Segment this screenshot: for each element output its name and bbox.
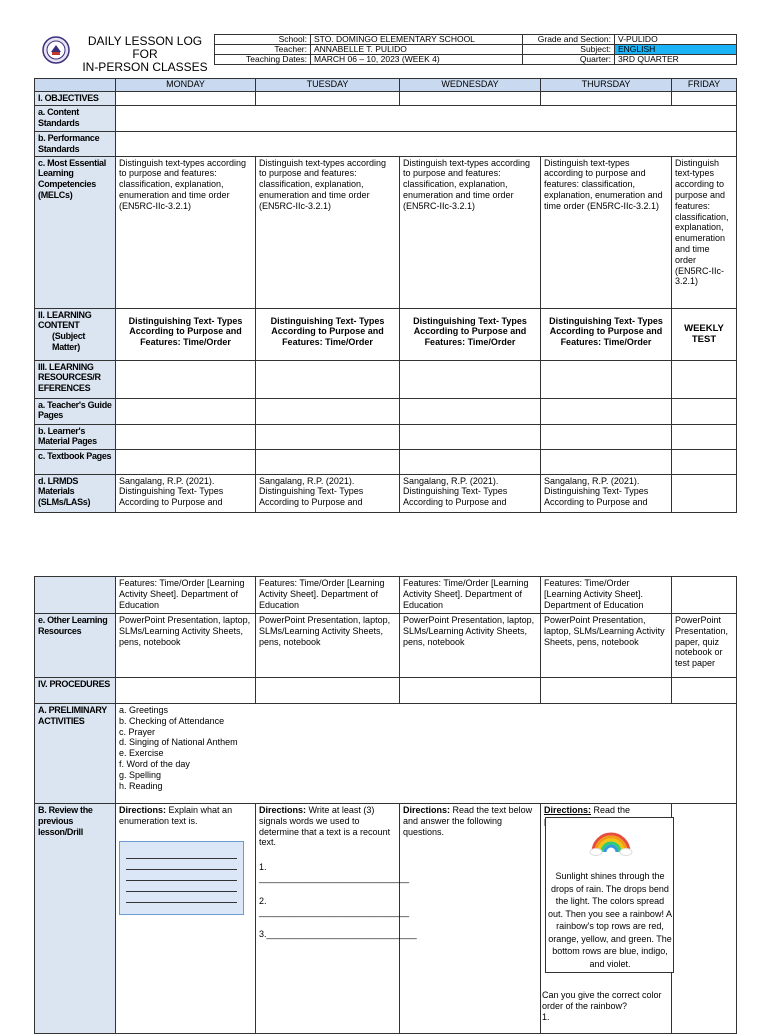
melc-tuesday: Distinguish text-types according to purpose and features: classification, explanation, enumeration and time order (EN5RC-IIc-3.2.1) [256,156,400,308]
answer-line [126,848,237,859]
teacher-value: ANNABELLE T. PULIDO [311,45,523,55]
day-header-wednesday: WEDNESDAY [400,79,541,92]
row-learners-material: b. Learner's Material Pages [35,424,116,449]
review-thursday-text: Read the [593,805,631,815]
row-procedures: IV. PROCEDURES [35,678,116,704]
answer-line [126,881,237,892]
preliminary-item: f. Word of the day [119,758,190,769]
day-header-friday: FRIDAY [672,79,737,92]
topic-monday: Distinguishing Text- Types According to Purpose and Features: Time/Order [116,308,256,360]
row-other-resources: e. Other Learning Resources [35,614,116,678]
rainbow-passage: Sunlight shines through the drops of rain. The drops bend the light. The colors spread out. Then you see a rainbow! A rainbow's top rows are red, orange, yellow, and green. The bottom rows are blue, indigo, and violet. [548,871,672,969]
preliminary-item: a. Greetings [119,705,169,715]
answer-line [126,859,237,870]
lrmds-tuesday: Sangalang, R.P. (2021). Distinguishing Text- Types According to Purpose and [256,474,400,512]
topic-thursday: Distinguishing Text- Types According to Purpose and Features: Time/Order [541,308,672,360]
dates-value: MARCH 06 – 10, 2023 (WEEK 4) [311,55,523,65]
quarter-label: Quarter: [523,55,615,65]
header-info-table [214,34,737,65]
row-learning-resources: III. LEARNING RESOURCES/R EFERENCES [35,360,116,398]
row-lrmds: d. LRMDS Materials (SLMs/LASs) [35,474,116,512]
school-value: STO. DOMINGO ELEMENTARY SCHOOL [311,35,523,45]
preliminary-item: h. Reading [119,780,163,791]
other-res-monday: PowerPoint Presentation, laptop, SLMs/Learning Activity Sheets, pens, notebook [116,614,256,678]
other-res-friday: PowerPoint Presentation, paper, quiz notebook or test paper [672,614,737,678]
directions-label: Directions: [403,805,451,815]
row-content-standards: a. Content Standards [35,106,116,132]
answer-box [119,841,244,915]
topic-tuesday: Distinguishing Text- Types According to Purpose and Features: Time/Order [256,308,400,360]
row-melcs: c. Most Essential Learning Competencies (MELCs) [35,156,116,308]
deped-seal-logo [42,36,70,64]
preliminary-item: c. Prayer [119,726,156,737]
dates-label: Teaching Dates: [215,55,311,65]
answer-line-2: 2. ______________________________ [259,895,410,917]
directions-label: Directions: [544,805,592,815]
lrmds-thursday: Sangalang, R.P. (2021). Distinguishing Text- Types According to Purpose and [541,474,672,512]
other-res-thursday: PowerPoint Presentation, laptop, SLMs/Learning Activity Sheets, pens, notebook [541,614,672,678]
log-title [76,35,214,74]
review-monday [116,804,256,1034]
topic-wednesday: Distinguishing Text- Types According to Purpose and Features: Time/Order [400,308,541,360]
other-res-tuesday: PowerPoint Presentation, laptop, SLMs/Learning Activity Sheets, pens, notebook [256,614,400,678]
melc-thursday: Distinguish text-types according to purpose and features: classification, explanation, enumeration and time order (EN5RC-IIc-3.2.1) [541,156,672,308]
day-header-thursday: THURSDAY [541,79,672,92]
preliminary-item: e. Exercise [119,748,164,759]
review-wednesday [400,804,541,1034]
weekly-test-friday: WEEKLY TEST [672,308,737,360]
review-wednesday-text: Read the text below and answer the following questions. [403,805,533,837]
preliminary-item: g. Spelling [119,769,162,780]
lrmds-cont-monday: Features: Time/Order [Learning Activity Sheet]. Department of Education [116,577,256,614]
row-teachers-guide: a. Teacher's Guide Pages [35,398,116,424]
log-title-line2: IN-PERSON CLASSES [82,60,208,74]
subject-label: Subject: [523,45,615,55]
melc-monday: Distinguish text-types according to purpose and features: classification, explanation, enumeration and time order (EN5RC-IIc-3.2.1) [116,156,256,308]
preliminary-item: d. Singing of National Anthem [119,737,238,748]
review-tuesday-text: Write at least (3) signals words we used to determine that a text is a recount text. [259,805,391,848]
quarter-value: 3RD QUARTER [615,55,737,65]
lrmds-cont-tuesday: Features: Time/Order [Learning Activity Sheet]. Department of Education [256,577,400,614]
lrmds-cont-wednesday: Features: Time/Order [Learning Activity Sheet]. Department of Education [400,577,541,614]
review-monday-text: Explain what an enumeration text is. [119,805,233,826]
rainbow-answer-1: 1. [542,1012,550,1022]
lrmds-monday: Sangalang, R.P. (2021). Distinguishing Text- Types According to Purpose and [116,474,256,512]
subject-matter-label: (Subject Matter) [52,331,86,352]
preliminary-item: b. Checking of Attendance [119,715,225,726]
melc-wednesday: Distinguish text-types according to purpose and features: classification, explanation, enumeration and time order (EN5RC-IIc-3.2.1) [400,156,541,308]
rainbow-question [542,990,674,1023]
subject-value: ENGLISH [615,45,737,55]
lesson-log-table [34,78,737,513]
row-textbook: c. Textbook Pages [35,449,116,474]
learning-content-label: II. LEARNING CONTENT [38,309,92,331]
row-objectives: I. OBJECTIVES [35,92,116,106]
directions-label: Directions: [259,805,307,815]
review-tuesday [256,804,417,1034]
melc-friday: Distinguish text-types according to purpose and features: classification, explanation, enumeration and time order (EN5RC-IIc-3.2.1) [672,156,737,308]
row-learning-content [35,308,116,360]
day-header-tuesday: TUESDAY [256,79,400,92]
preliminary-list [116,704,737,804]
answer-line-3: 3.______________________________ [259,929,417,940]
row-preliminary: A. PRELIMINARY ACTIVITIES [35,704,116,804]
passage-box [545,817,674,973]
directions-label: Directions: [119,805,167,815]
other-res-wednesday: PowerPoint Presentation, laptop, SLMs/Learning Activity Sheets, pens, notebook [400,614,541,678]
lrmds-cont-thursday: Features: Time/Order [Learning Activity Sheet]. Department of Education [541,577,672,614]
row-performance-standards: b. Performance Standards [35,132,116,157]
grade-label: Grade and Section: [523,35,615,45]
log-title-line1: DAILY LESSON LOG FOR [87,34,203,61]
answer-line-1: 1. ______________________________ [259,862,410,883]
row-review: B. Review the previous lesson/Drill [35,804,116,1034]
day-header-monday: MONDAY [116,79,256,92]
school-label: School: [215,35,311,45]
rainbow-question-text: Can you give the correct color order of the rainbow? [542,990,662,1011]
answer-line [126,892,237,903]
rainbow-icon [590,828,632,856]
grade-value: V-PULIDO [615,35,737,45]
answer-line [126,870,237,881]
teacher-label: Teacher: [215,45,311,55]
lrmds-wednesday: Sangalang, R.P. (2021). Distinguishing Text- Types According to Purpose and [400,474,541,512]
